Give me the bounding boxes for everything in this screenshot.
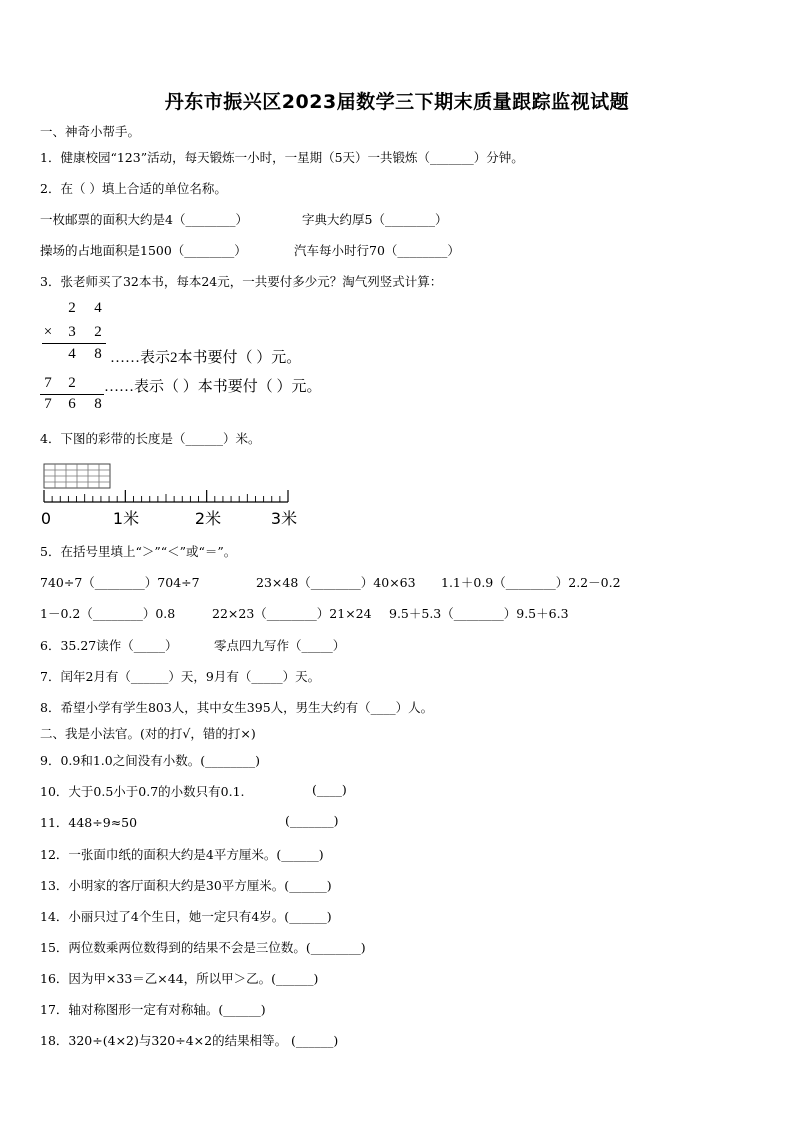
page-title: 丹东市振兴区2023届数学三下期末质量跟踪监视试题 — [164, 91, 630, 113]
question-3: 3．张老师买了32本书，每本24元，一共要付多少元？淘气列竖式计算： — [40, 274, 443, 289]
question-5-item-b: 23×48（________）40×63 — [256, 575, 416, 590]
question-8: 8．希望小学有学生803人，其中女生395人，男生大约有（____）人。 — [40, 700, 434, 715]
question-11: 11．448÷9≈50 — [40, 815, 138, 830]
question-10-answer-blank: (____) — [312, 782, 347, 797]
question-2-item-a: 一枚邮票的面积大约是4（________） — [40, 212, 248, 227]
mult-rule-2 — [40, 394, 104, 395]
mult-digit: 3 — [68, 324, 76, 340]
mult-digit: 7 — [44, 396, 52, 412]
question-10: 10．大于0.5小于0.7的小数只有0.1. — [40, 784, 245, 799]
question-1: 1．健康校园“123”活动，每天锻炼一小时，一星期（5天）一共锻炼（_______）分钟。 — [40, 150, 524, 165]
ruler-label-3m: 3米 — [270, 509, 298, 528]
question-5-item-a: 740÷7（________）704÷7 — [40, 575, 200, 590]
mult-digit: 2 — [68, 375, 76, 391]
question-18: 18．320÷(4×2)与320÷4×2的结果相等。 (______) — [40, 1033, 339, 1048]
question-15: 15．两位数乘两位数得到的结果不会是三位数。(________) — [40, 940, 366, 955]
question-9: 9．0.9和1.0之间没有小数。(________) — [40, 753, 260, 768]
mult-note-1: ……表示2本书要付（ ）元。 — [110, 350, 302, 366]
mult-digit: 7 — [44, 375, 52, 391]
ruler-label-1m: 1米 — [112, 509, 140, 528]
question-6-item-b: 零点四九写作（_____） — [214, 638, 346, 653]
mult-digit: 8 — [94, 396, 102, 412]
ruler-label-2m: 2米 — [194, 509, 222, 528]
section-heading-2: 二、我是小法官。(对的打√，错的打×) — [40, 726, 256, 741]
ruler-figure — [36, 460, 306, 532]
question-16: 16．因为甲×33＝乙×44，所以甲＞乙。(______) — [40, 971, 319, 986]
question-14: 14．小丽只过了4个生日，她一定只有4岁。(______) — [40, 909, 332, 924]
question-11-answer-blank: (_______) — [285, 813, 339, 828]
question-5-item-c: 1.1＋0.9（________）2.2－0.2 — [441, 575, 621, 590]
ruler-scale — [44, 490, 288, 502]
question-2-item-b: 字典大约厚5（________） — [302, 212, 448, 227]
question-5: 5．在括号里填上“＞”“＜”或“＝”。 — [40, 544, 237, 559]
mult-rule-1 — [42, 343, 106, 344]
question-7: 7．闰年2月有（______）天，9月有（_____）天。 — [40, 669, 321, 684]
ribbon — [44, 464, 110, 488]
question-13: 13．小明家的客厅面积大约是30平方厘米。(______) — [40, 878, 332, 893]
mult-digit: 2 — [94, 324, 102, 340]
vertical-multiplication — [40, 300, 460, 415]
question-2-item-d: 汽车每小时行70（________） — [294, 243, 460, 258]
multiply-sign: × — [43, 324, 53, 340]
question-2-item-c: 操场的占地面积是1500（________） — [40, 243, 247, 258]
question-4: 4．下图的彩带的长度是（______）米。 — [40, 431, 261, 446]
question-5-item-d: 1－0.2（________）0.8 — [40, 606, 176, 621]
mult-digit: 2 — [68, 300, 76, 316]
mult-digit: 4 — [68, 346, 76, 362]
question-5-item-f: 9.5＋5.3（________）9.5＋6.3 — [389, 606, 569, 621]
question-6-item-a: 6．35.27读作（_____） — [40, 638, 178, 653]
mult-note-2: ……表示（ ）本书要付（ ）元。 — [104, 379, 322, 395]
question-12: 12．一张面巾纸的面积大约是4平方厘米。(______) — [40, 847, 324, 862]
mult-digit: 8 — [94, 346, 102, 362]
ruler-label-0: 0 — [40, 509, 52, 528]
question-5-item-e: 22×23（________）21×24 — [212, 606, 372, 621]
section-heading-1: 一、神奇小帮手。 — [40, 124, 141, 139]
question-2: 2．在（ ）填上合适的单位名称。 — [40, 181, 227, 196]
question-17: 17．轴对称图形一定有对称轴。(______) — [40, 1002, 266, 1017]
mult-digit: 4 — [94, 300, 102, 316]
mult-digit: 6 — [68, 396, 76, 412]
